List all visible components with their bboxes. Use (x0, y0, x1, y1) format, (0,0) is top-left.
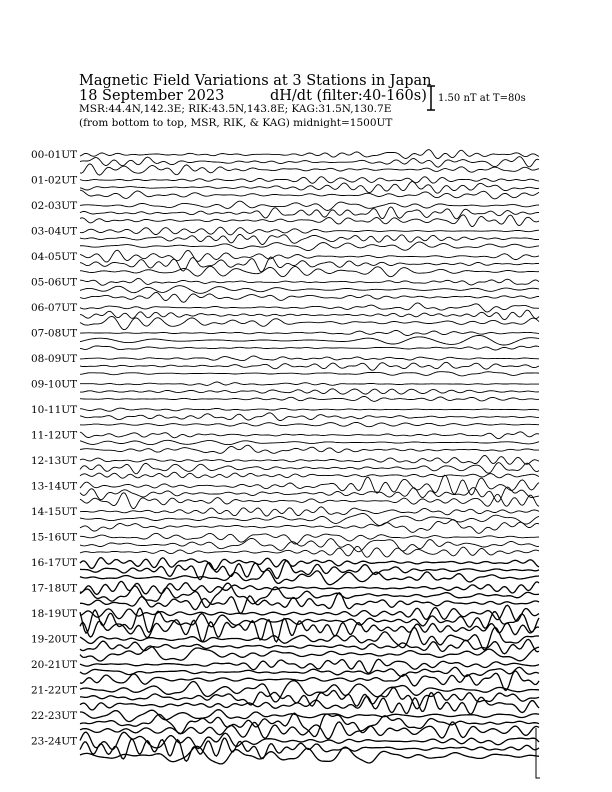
trace-msr-12-13ut (80, 472, 539, 478)
trace-msr-05-06ut (80, 292, 539, 302)
hour-labels (31, 149, 77, 748)
trace-msr-22-23ut (80, 722, 539, 739)
hour-label: 05-06UT (31, 276, 78, 289)
trace-order-note: (from bottom to top, MSR, RIK, & KAG) midnight=1500UT (79, 117, 393, 129)
trace-msr-03-04ut (80, 242, 539, 251)
trace-kag-03-04ut (80, 227, 539, 235)
hour-label: 02-03UT (31, 200, 78, 212)
trace-kag-23-24ut (80, 732, 539, 749)
trace-msr-06-07ut (80, 316, 539, 329)
trace-excursion (536, 728, 540, 778)
station-coordinates: MSR:44.4N,142.3E; RIK:43.5N,143.8E; KAG:31.5N,130.7E (79, 103, 392, 115)
trace-rik-09-10ut (80, 389, 539, 394)
trace-rik-05-06ut (80, 286, 539, 294)
hour-label: 06-07UT (31, 302, 78, 314)
trace-rik-12-13ut (80, 463, 539, 474)
hour-label: 00-01UT (31, 149, 78, 161)
trace-msr-11-12ut (80, 445, 539, 453)
hour-label: 16-17UT (31, 557, 78, 569)
trace-rik-22-23ut (80, 713, 539, 737)
chart-title: Magnetic Field Variations at 3 Stations in Japan (79, 73, 432, 89)
hour-label: 10-11UT (31, 404, 78, 416)
chart-date: 18 September 2023 (79, 88, 225, 104)
trace-rik-03-04ut (80, 234, 539, 244)
hour-label: 18-19UT (31, 608, 78, 620)
scale-label: 1.50 nT at T=80s (438, 93, 526, 104)
trace-msr-17-18ut (80, 593, 539, 614)
trace-rik-20-21ut (80, 667, 539, 676)
trace-rik-00-01ut (80, 157, 539, 168)
trace-kag-02-03ut (80, 201, 539, 210)
trace-kag-11-12ut (80, 432, 539, 439)
hour-label: 09-10UT (31, 378, 78, 391)
trace-msr-15-16ut (80, 546, 539, 557)
trace-kag-04-05ut (80, 250, 539, 262)
trace-msr-00-01ut (80, 164, 539, 175)
trace-rik-07-08ut (80, 336, 539, 346)
trace-kag-01-02ut (80, 177, 539, 184)
waveform-traces (80, 150, 540, 778)
trace-kag-13-14ut (80, 475, 539, 495)
hour-label: 03-04UT (31, 225, 78, 238)
trace-kag-06-07ut (80, 303, 539, 312)
hour-label: 08-09UT (31, 353, 78, 365)
hour-label: 13-14UT (31, 480, 78, 493)
hour-label: 14-15UT (31, 506, 78, 518)
hour-label: 20-21UT (31, 659, 78, 671)
trace-msr-10-11ut (80, 422, 539, 426)
trace-kag-15-16ut (80, 533, 539, 544)
trace-msr-13-14ut (80, 493, 539, 509)
hour-label: 22-23UT (31, 710, 78, 722)
trace-kag-18-19ut (80, 605, 539, 621)
trace-msr-09-10ut (80, 396, 539, 401)
trace-kag-16-17ut (80, 558, 539, 570)
trace-kag-09-10ut (80, 382, 539, 385)
hour-label: 17-18UT (31, 582, 78, 595)
trace-rik-14-15ut (80, 514, 539, 526)
hour-label: 01-02UT (31, 174, 78, 187)
trace-rik-10-11ut (80, 413, 539, 421)
trace-msr-02-03ut (80, 215, 539, 227)
trace-msr-16-17ut (80, 570, 539, 585)
hour-label: 07-08UT (31, 327, 78, 340)
hour-label: 12-13UT (31, 455, 78, 467)
trace-kag-08-09ut (80, 356, 539, 361)
filter-label: dH/dt (filter:40-160s) (270, 88, 427, 104)
hour-label: 21-22UT (31, 684, 78, 697)
trace-rik-23-24ut (80, 738, 539, 761)
trace-msr-01-02ut (80, 190, 539, 199)
trace-msr-08-09ut (80, 372, 539, 376)
trace-kag-12-13ut (80, 455, 539, 464)
trace-kag-22-23ut (80, 710, 539, 722)
hour-label: 11-12UT (31, 429, 78, 442)
hour-label: 15-16UT (31, 531, 78, 544)
trace-rik-06-07ut (80, 310, 539, 320)
hour-label: 23-24UT (31, 735, 78, 748)
trace-rik-02-03ut (80, 207, 539, 219)
trace-kag-05-06ut (80, 278, 539, 285)
trace-kag-21-22ut (80, 681, 539, 702)
hour-label: 19-20UT (31, 633, 78, 646)
trace-rik-15-16ut (80, 538, 539, 551)
trace-kag-10-11ut (80, 408, 539, 411)
trace-kag-07-08ut (80, 330, 539, 335)
trace-msr-14-15ut (80, 520, 539, 534)
trace-rik-21-22ut (80, 688, 539, 709)
trace-rik-08-09ut (80, 362, 539, 370)
trace-rik-01-02ut (80, 182, 539, 194)
trace-rik-17-18ut (80, 583, 539, 607)
trace-msr-07-08ut (80, 346, 539, 350)
hour-label: 04-05UT (31, 251, 78, 263)
trace-rik-11-12ut (80, 440, 539, 444)
trace-kag-14-15ut (80, 507, 539, 516)
